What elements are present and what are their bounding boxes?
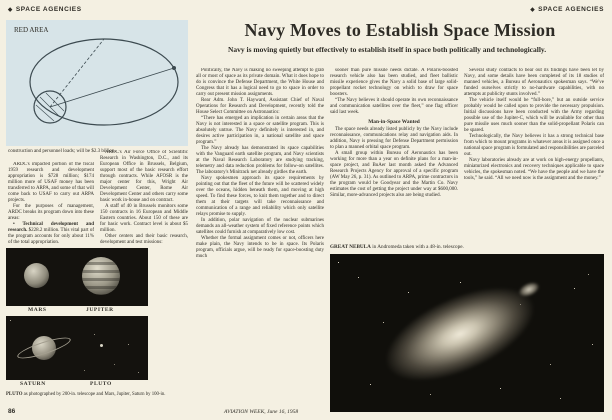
- article-column-2: [330, 68, 458, 240]
- planets-caption: PLUTO as photographed by 200-in. telescope and Mars, Jupiter, Saturn by 100-in.: [6, 392, 166, 397]
- left-column-2: [100, 150, 188, 244]
- paragraph: Several study contracts to bear out its findings have been let by Navy, and some details have been completed of its 18 studies of manned vehicles, a Bureau of Aeronautics spokesman says. “We've funded ourselves strictly to no-hardware capabilities, with no attempts at publicity stunts involved.”: [464, 68, 604, 97]
- article-column-1: [196, 68, 324, 404]
- planet-labels-row1: [6, 306, 148, 316]
- paragraph: A small group within Bureau of Aeronautics has been working for more than a year on definite plans for a man-in-space project, and BuAer last month asked the Advanced Research Projects Agency for approval of a specific program (AW May 26, p. 31). As outlined to ARPA, prime contractors in the program would be Goodyear and the Martin Co. Navy estimates the cost of getting the project under way at $600,000. Similar, more-advanced projects also are being studied.: [330, 151, 458, 198]
- saturn-photo: [16, 328, 72, 368]
- paragraph: Navy laboratories already are at work on high-energy propellants, miniaturized electronics and recovery techniques applicable to space vehicles, the spokesman noted. “We have the people and we have the tools,” he said. “All we need now is the assignment and the money.”: [464, 158, 604, 181]
- kicker-label: SPACE AGENCIES: [538, 6, 604, 13]
- left-column-1: [8, 162, 94, 244]
- section-kicker-right: [530, 6, 604, 13]
- diagram-label: RED AREA: [14, 26, 49, 34]
- paragraph: ARDC's Air Force Office of Scientific Research in Washington, D.C., and its European Office in Brussels, Belgium, support most of the basic research effort through contracts. While AFOSR is the major center for this, Wright Air Development Center, Rome Air Development Center and others carry some basic work in-house and on contract.: [100, 150, 188, 203]
- planets-photo-figure: [6, 248, 148, 390]
- pluto-photo: [100, 344, 103, 347]
- paragraph: sooner than pure missile needs dictate. A Polaris-boosted research vehicle also has been studied, and fleet ballistic missile experience gives the Navy a solid base of large solid-propellant rocket technology on which to draw for space boosters.: [330, 68, 458, 97]
- paragraph: In addition, polar navigation of the nuclear submarines demands an all-weather system of fixed reference points which satellites could furnish at comparatively low cost.: [196, 218, 324, 235]
- jupiter-label: JUPITER: [86, 307, 114, 313]
- jupiter-photo: [82, 257, 120, 295]
- paragraph: Rear Adm. John T. Hayward, Assistant Chief of Naval Operations for Research and Development, recently told the House Select Committee on Astronautics:: [196, 98, 324, 115]
- paragraph: “There has emerged an implication in certain areas that the Navy is not interested in a space or satellite program. This is absolutely untrue. The Navy definitely is interested in, and desires active participation in, a national satellite and space program.”: [196, 116, 324, 145]
- article-subhead: Man-in-Space Wanted: [368, 119, 420, 125]
- planets-photo-top: [6, 248, 148, 306]
- paragraph: A staff of 40 in Brussels monitors some 150 contracts in 16 European and Middle Eastern countries. About 150 of these are for basic work. Contract level is about $5 million.: [100, 204, 188, 233]
- paragraph: ARDC's impacted portion of the fiscal 1959 research and development appropriation is $728 million; $174 million more of USAF money has been transferred to ARPA, and some of that will come back to USAF to carry out ARPA projects.: [8, 162, 94, 203]
- article-column-3: [464, 68, 604, 240]
- saturn-label: SATURN: [20, 381, 46, 387]
- paragraph: Navy spokesmen approach its space requirements by pointing out that the fleet of the future will be scattered widely over the oceans, hidden beneath them, and moving at high speed. To find these forces, to knit them together and to direct them at their targets will take reconnaissance and communication of a range and reliability which only satellite relays promise to supply.: [196, 176, 324, 217]
- paragraph: The Navy already has demonstrated its space capabilities with the Vanguard earth satellite program, and Navy scientists at the Naval Research Laboratory are studying tracking, telemetry and data reduction problems for follow-on satellites. The laboratory's Minitrack net already girdles the earth.: [196, 146, 324, 175]
- paragraph: The vehicle itself would be “full-bore,” but an outside service probably would be called upon to provide the necessary propulsion. Initial discussions have been conducted with the Army regarding possible use of the Jupiter-C, which will be available for other than pure missile uses much sooner than the solid-propellant Polaris can be spared.: [464, 98, 604, 133]
- page-number: 86: [8, 408, 16, 415]
- paragraph: Technologically, the Navy believes it has a strong technical base from which to mount programs in whatever areas it is assigned once a national space program is formulated and responsibilities are parceled out.: [464, 134, 604, 157]
- diagram-caption: construction and personnel loads; will be $2.3 billion.: [8, 149, 116, 154]
- star-field: [10, 320, 11, 321]
- mars-photo: [24, 263, 49, 288]
- nebula-caption: GREAT NEBULA in Andromeda taken with a 48-in. telescope.: [330, 244, 464, 250]
- kicker-label: SPACE AGENCIES: [15, 6, 82, 13]
- orbit-diagram: [6, 20, 188, 146]
- article-headline: Navy Moves to Establish Space Mission: [244, 20, 556, 40]
- paragraph: Whether the formal assignment comes or not, officers here make plain, the Navy intends to be in space. Its Polaris program, officials argue, will be ready for space-boosting duty much: [196, 236, 324, 259]
- diamond-icon: ◆: [530, 7, 536, 13]
- section-kicker-left: [8, 6, 82, 13]
- paragraph: For the purposes of management, ARDC breaks its program down into these areas:: [8, 204, 94, 221]
- star-field: [338, 262, 339, 263]
- diamond-icon: ◆: [8, 7, 13, 13]
- mars-label: MARS: [28, 307, 47, 313]
- paragraph: The space needs already listed publicly by the Navy include reconnaissance, communications relay and navigation aids. In addition, Navy is pressing for Defense Department permission to plan a manned orbital space program.: [330, 127, 458, 150]
- paragraph: Politically, the Navy is making no sweeping attempt to grab all or most of space as its private domain. What it does hope to do is convince the Defense Department, the White House and Congress that it has a logical need to go to space in order to carry out present mission assignments.: [196, 68, 324, 97]
- paragraph: • Technical development and research. $228.2 million. This vital part of the program accounts for only about 11% of the total appropriation.: [8, 222, 94, 244]
- planets-photo-bottom: [6, 316, 148, 380]
- pluto-label: PLUTO: [90, 381, 112, 387]
- andromeda-galaxy: [350, 254, 570, 412]
- article-lead: Navy is moving quietly but effectively to establish itself in space both politically and technologically.: [228, 45, 547, 54]
- paragraph: “The Navy believes it should operate its own reconnaissance and communication satellites over the fleet,” one flag officer said last week.: [330, 98, 458, 115]
- planet-labels-row2: [6, 380, 148, 390]
- footer-imprint: AVIATION WEEK, June 16, 1958: [224, 409, 299, 415]
- paragraph: Other centers and their basic research, development and test missions:: [100, 234, 188, 244]
- nebula-photo: [330, 254, 604, 412]
